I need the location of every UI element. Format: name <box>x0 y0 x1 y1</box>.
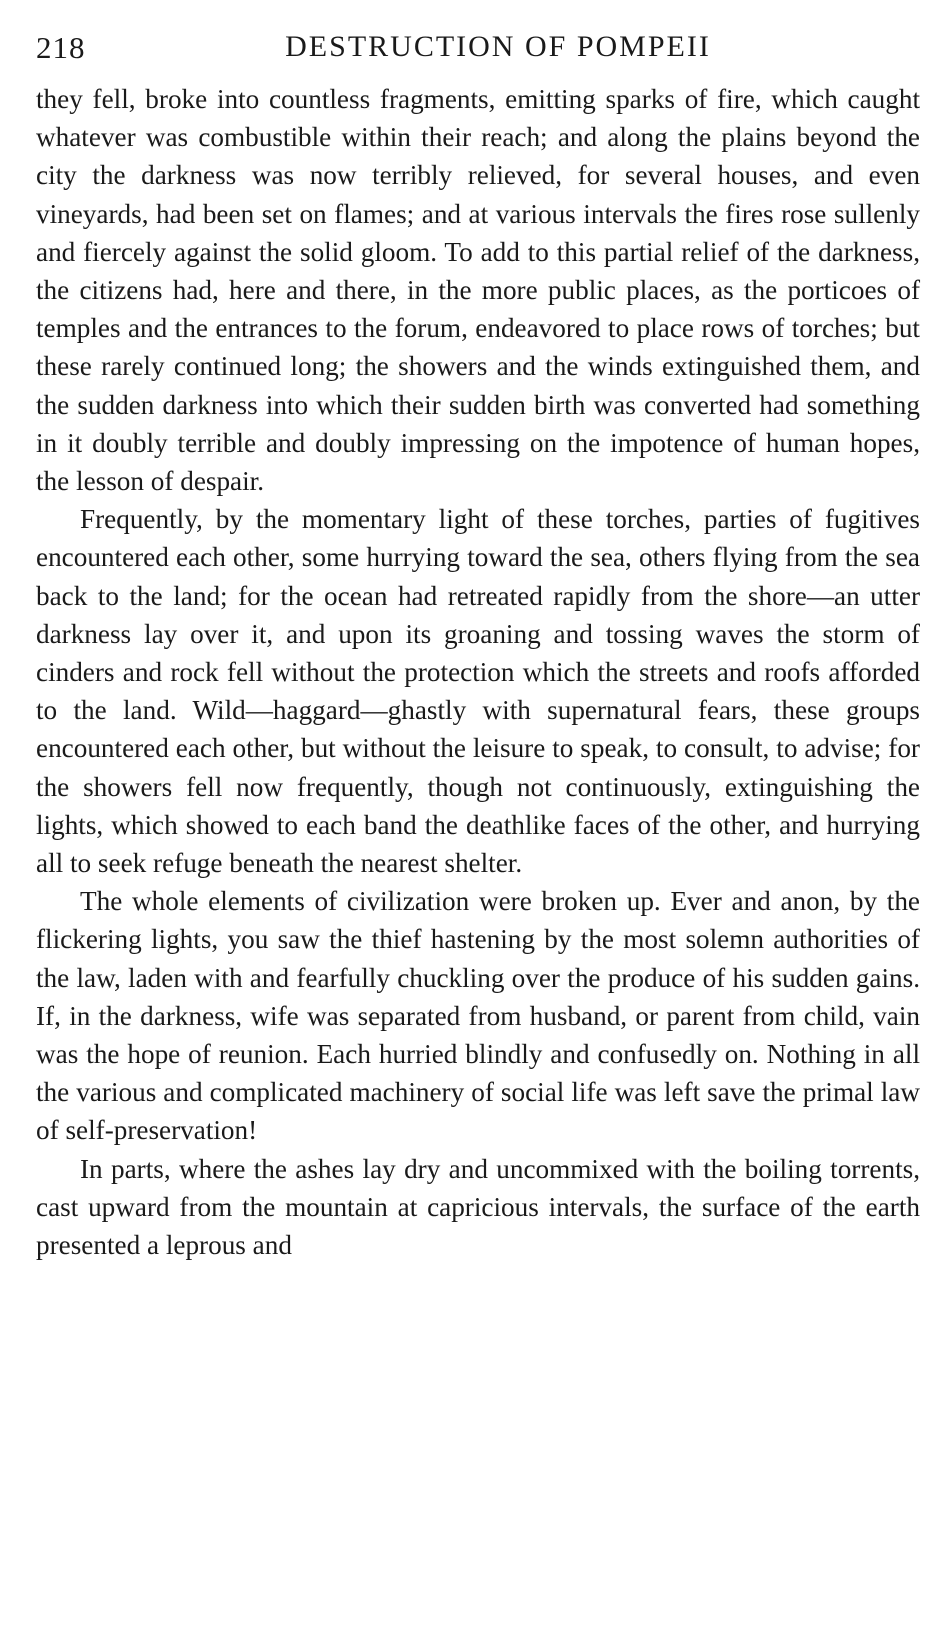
body-text <box>36 80 920 1264</box>
paragraph-civilization: The whole elements of civilization were broken up. Ever and anon, by the flickering lights, you saw the thief hastening by the most solemn authorities of the law, laden with and fearfully chuckling over the produce of his sudden gains. If, in the darkness, wife was separated from husband, or parent from child, vain was the hope of reunion. Each hurried blindly and confusedly on. Nothing in all the various and complicated machinery of social life was left save the primal law of self-preservation! <box>36 886 920 1146</box>
paragraph-continued: they fell, broke into countless fragments, emitting sparks of fire, which caught whatever was combustible within their reach; and along the plains beyond the city the darkness was now terribly relieved, for several houses, and even vineyards, had been set on flames; and at various intervals the fires rose sullenly and fiercely against the solid gloom. To add to this partial relief of the darkness, the citizens had, here and there, in the more public places, as the porticoes of temples and the entrances to the forum, endeavored to place rows of torches; but these rarely continued long; the showers and the winds extinguished them, and the sudden darkness into which their sudden birth was converted had something in it doubly terrible and doubly impressing on the impotence of human hopes, the lesson of despair. <box>36 84 920 497</box>
running-title: DESTRUCTION OF POMPEII <box>285 30 711 63</box>
running-head <box>36 22 920 80</box>
book-page <box>36 22 920 1264</box>
paragraph-ashes: In parts, where the ashes lay dry and uncommixed with the boiling torrents, cast upward from the mountain at capricious intervals, the surface of the earth presented a leprous and <box>36 1153 920 1261</box>
paragraph-fugitives: Frequently, by the momentary light of these torches, parties of fugitives encountered each other, some hurrying toward the sea, others flying from the sea back to the land; for the ocean had retreated rapidly from the shore—an utter darkness lay over it, and upon its groaning and tossing waves the storm of cinders and rock fell without the protection which the streets and roofs afforded to the land. Wild—haggard—ghastly with supernatural fears, these groups encountered each other, but without the leisure to speak, to consult, to advise; for the showers fell now frequently, though not continuously, extinguishing the lights, which showed to each band the deathlike faces of the other, and hurrying all to seek refuge beneath the nearest shelter. <box>36 504 920 879</box>
page-number: 218 <box>36 30 86 65</box>
